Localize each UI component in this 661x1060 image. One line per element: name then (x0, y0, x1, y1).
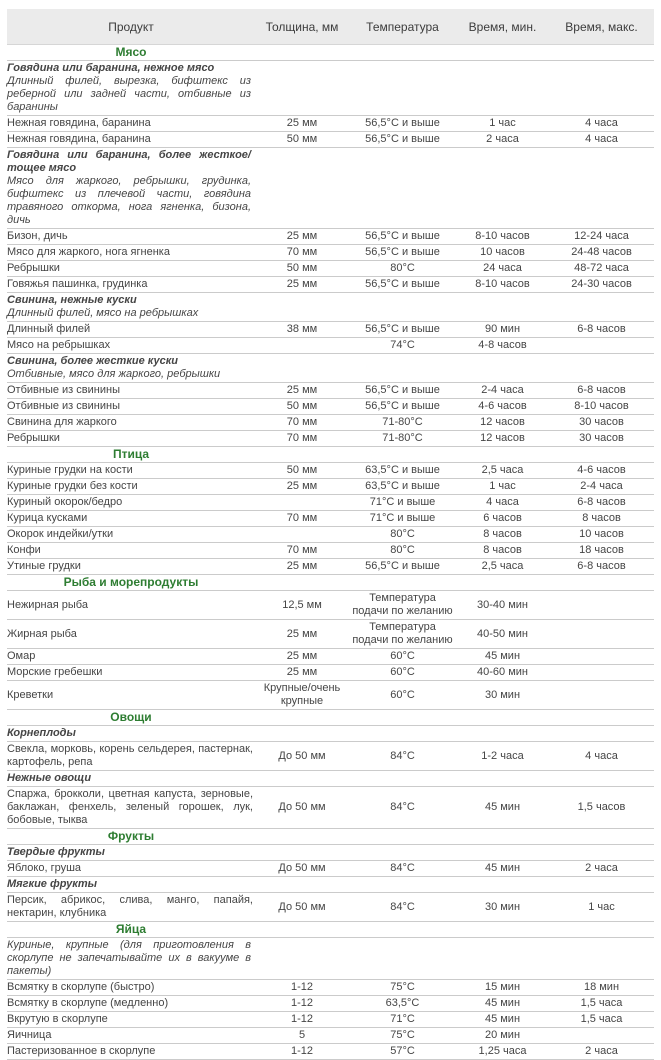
cell-time-max: 1 час (588, 900, 615, 913)
table-row (7, 431, 654, 447)
cell-time-max: 24-30 часов (571, 278, 632, 290)
group-title: Корнеплоды (7, 727, 76, 739)
cell-product: Яичница (7, 1029, 52, 1041)
cell-time-min: 40-60 мин (477, 666, 528, 678)
cell-time-max (549, 604, 654, 606)
cell-thickness: 25 мм (286, 480, 318, 492)
cell-product: Ребрышки (7, 432, 60, 444)
cell-product: Бизон, дичь (7, 230, 68, 242)
cell-time-max: 4-6 часов (577, 464, 626, 476)
section-header: Овощи (110, 710, 152, 724)
cell-time-min: 2,5 часа (481, 464, 524, 476)
cell-temperature: 71°C (390, 1013, 415, 1025)
cell-product: Пастеризованное в скорлупе (7, 1045, 156, 1057)
table-row (7, 620, 654, 649)
cell-time-min: 12 часов (480, 432, 525, 444)
cell-product: Курица кусками (7, 512, 88, 524)
group-title: Говядина или баранина, нежное мясо (7, 62, 215, 74)
table-row (7, 116, 654, 132)
table-row (7, 527, 654, 543)
cell-time-max: 2 часа (585, 862, 618, 874)
table-header-row (7, 9, 654, 45)
section-header: Птица (112, 447, 150, 461)
cell-temperature: 56,5°C и выше (365, 560, 440, 572)
cell-thickness: 12,5 мм (282, 598, 322, 611)
cell-product: Куриные грудки на кости (7, 464, 133, 476)
product-group-block (7, 877, 654, 893)
cell-temperature: 56,5°C и выше (365, 384, 440, 396)
cell-product: Мясо для жаркого, нога ягненка (7, 246, 170, 258)
cell-temperature: 75°C (390, 1029, 415, 1041)
cell-product: Отбивные из свинины (7, 384, 120, 396)
cell-product: Длинный филей (7, 323, 91, 335)
table-row (7, 543, 654, 559)
product-group-block (7, 938, 654, 980)
cell-temperature: 84°C (390, 801, 415, 813)
cell-thickness: До 50 мм (278, 749, 326, 762)
cell-product: Мясо на ребрышках (7, 339, 111, 351)
cell-product: Омар (7, 650, 36, 662)
cell-thickness: До 50 мм (278, 862, 326, 874)
cell-thickness: 25 мм (286, 627, 318, 640)
cell-temperature: 56,5°C и выше (365, 133, 440, 145)
cell-thickness: 1-12 (290, 1045, 314, 1057)
cell-temperature: 71-80°C (382, 432, 423, 444)
cell-time-min: 2,5 часа (481, 560, 524, 572)
cell-thickness: 70 мм (286, 246, 318, 258)
table-row (7, 511, 654, 527)
column-header-temperature: Температура (366, 19, 439, 34)
cell-time-max: 6-8 часов (577, 323, 626, 335)
table-row (7, 261, 654, 277)
product-group-block (7, 293, 654, 322)
cell-time-max: 18 мин (583, 981, 620, 993)
section-header: Фрукты (107, 829, 155, 843)
cell-time-min: 8-10 часов (475, 230, 530, 242)
column-header-time-max: Время, макс. (565, 19, 638, 34)
cell-temperature: 84°C (390, 900, 415, 913)
group-description: Длинный филей, вырезка, бифштекс из реберной или задней части, отбивные из баранины (7, 75, 251, 113)
table-row (7, 338, 654, 354)
cell-time-min: 4-8 часов (478, 339, 527, 351)
cell-product: Яблоко, груша (7, 862, 82, 874)
table-body (7, 45, 654, 1060)
cell-product: Всмятку в скорлупе (медленно) (7, 997, 169, 1009)
cell-temperature: 63,5°C (385, 997, 420, 1009)
cell-time-min: 45 мин (484, 997, 521, 1009)
cell-product: Свинина для жаркого (7, 416, 117, 428)
cell-temperature: 56,5°C и выше (365, 246, 440, 258)
cell-time-min: 30 мин (484, 688, 521, 701)
cell-time-min: 8 часов (483, 544, 522, 556)
table-row (7, 681, 654, 710)
section-header: Яйца (115, 922, 147, 936)
product-group-block (7, 354, 654, 383)
column-header-product: Продукт (108, 19, 154, 34)
cell-time-min: 6 часов (483, 512, 522, 524)
cell-thickness: 70 мм (286, 544, 318, 556)
section-row (7, 447, 654, 463)
table-row (7, 559, 654, 575)
cell-thickness: До 50 мм (278, 900, 326, 913)
cell-temperature: 71°C и выше (369, 512, 436, 524)
cell-time-min: 20 мин (484, 1029, 521, 1041)
table-row (7, 665, 654, 681)
cell-time-max (549, 672, 654, 674)
cell-temperature: 74°C (390, 339, 415, 351)
cell-time-min: 24 часа (483, 262, 522, 274)
group-title: Твердые фрукты (7, 846, 105, 858)
cell-temperature: 71°C и выше (369, 496, 436, 508)
table-row (7, 980, 654, 996)
group-title: Свинина, нежные куски (7, 294, 137, 306)
table-row (7, 1012, 654, 1028)
table-row (7, 132, 654, 148)
cell-thickness: 70 мм (286, 432, 318, 444)
cell-time-min: 2-4 часа (481, 384, 524, 396)
cell-thickness: 25 мм (286, 117, 318, 129)
group-title: Нежные овощи (7, 772, 92, 784)
cell-temperature: 56,5°C и выше (365, 278, 440, 290)
cell-product: Куриный окорок/бедро (7, 496, 123, 508)
cell-thickness: 70 мм (286, 416, 318, 428)
cell-product: Отбивные из свинины (7, 400, 120, 412)
cell-time-min: 4-6 часов (478, 400, 527, 412)
table-row (7, 399, 654, 415)
cell-temperature: 60°C (390, 650, 415, 662)
group-description: Мясо для жаркого, ребрышки, грудинка, бифштекс из плечевой части, говядина травяного откорма, нога ягненка, бизона, дичь (7, 175, 251, 226)
cell-time-min: 45 мин (484, 862, 521, 874)
column-header-time-min: Время, мин. (468, 19, 537, 34)
cell-temperature: 60°C (390, 688, 415, 701)
section-header: Мясо (115, 45, 147, 59)
cell-time-min: 30-40 мин (477, 598, 528, 611)
cell-thickness: 25 мм (286, 650, 318, 662)
cell-temperature: 80°C (390, 544, 415, 556)
cell-time-min: 1 час (489, 480, 516, 492)
cell-time-max: 8 часов (582, 512, 621, 524)
product-group-block (7, 845, 654, 861)
cell-time-max: 48-72 часа (574, 262, 629, 274)
cell-time-max: 18 часов (579, 544, 624, 556)
cell-time-min: 15 мин (484, 981, 521, 993)
group-description: Длинный филей, мясо на ребрышках (7, 307, 199, 319)
cell-time-min: 90 мин (484, 323, 521, 335)
table-row (7, 463, 654, 479)
cell-time-max: 4 часа (585, 117, 618, 129)
cell-product: Свекла, морковь, корень сельдерея, пастернак, картофель, репа (7, 743, 253, 768)
cell-product: Всмятку в скорлупе (быстро) (7, 981, 155, 993)
cell-time-min: 30 мин (484, 900, 521, 913)
cell-product: Спаржа, брокколи, цветная капуста, зерновые, баклажан, фенхель, зеленый горошек, лук, бобовые, тыква (7, 788, 253, 826)
cell-temperature: 63,5°C и выше (365, 464, 440, 476)
cell-thickness (255, 345, 349, 347)
table-row (7, 1028, 654, 1044)
cell-time-max: 1,5 часа (580, 997, 623, 1009)
cell-thickness: 70 мм (286, 512, 318, 524)
cell-temperature: Температура подачи по желанию (352, 592, 453, 617)
cell-product: Морские гребешки (7, 666, 103, 678)
cell-time-max: 24-48 часов (571, 246, 632, 258)
cell-time-max: 8-10 часов (574, 400, 629, 412)
cell-time-min: 4 часа (486, 496, 519, 508)
cell-time-min: 10 часов (480, 246, 525, 258)
cell-time-max (549, 694, 654, 696)
cell-time-max: 30 часов (579, 416, 624, 428)
cell-product: Креветки (7, 688, 54, 701)
cell-thickness (255, 502, 349, 504)
cell-product: Нежная говядина, баранина (7, 133, 151, 145)
cell-thickness: 50 мм (286, 400, 318, 412)
cell-thickness: Крупные/очень крупные (263, 682, 341, 707)
cell-thickness: 25 мм (286, 278, 318, 290)
table-row (7, 742, 654, 771)
cell-product: Нежирная рыба (7, 598, 88, 611)
cell-temperature: 80°C (390, 262, 415, 274)
cell-temperature: 56,5°C и выше (365, 400, 440, 412)
cell-time-min: 12 часов (480, 416, 525, 428)
cell-time-min: 1,25 часа (478, 1045, 527, 1057)
cell-thickness: До 50 мм (278, 801, 326, 813)
table-row (7, 1044, 654, 1060)
cell-product: Конфи (7, 544, 41, 556)
cell-thickness: 50 мм (286, 464, 318, 476)
table-row (7, 649, 654, 665)
cell-temperature: 63,5°C и выше (365, 480, 440, 492)
table-row (7, 787, 654, 829)
cell-thickness (255, 534, 349, 536)
cell-temperature: 71-80°C (382, 416, 423, 428)
cell-temperature: 56,5°C и выше (365, 117, 440, 129)
cell-time-max: 6-8 часов (577, 496, 626, 508)
table-row (7, 591, 654, 620)
column-header-thickness: Толщина, мм (265, 19, 339, 34)
cell-product: Жирная рыба (7, 627, 77, 640)
cell-thickness: 25 мм (286, 230, 318, 242)
cell-time-min: 8-10 часов (475, 278, 530, 290)
cell-thickness: 25 мм (286, 384, 318, 396)
group-title: Мягкие фрукты (7, 878, 98, 890)
cell-time-min: 1-2 часа (481, 749, 524, 762)
group-description: Куриные, крупные (для приготовления в скорлупе не запечатывайте их в вакууме в пакеты) (7, 939, 251, 977)
product-group-block (7, 148, 654, 229)
cell-time-max (549, 1035, 654, 1037)
cell-time-max (549, 345, 654, 347)
cell-thickness: 1-12 (290, 1013, 314, 1025)
cell-time-min: 45 мин (484, 801, 521, 813)
table-row (7, 893, 654, 922)
cell-temperature: 56,5°C и выше (365, 230, 440, 242)
product-group-block (7, 771, 654, 787)
cell-product: Нежная говядина, баранина (7, 117, 151, 129)
cell-time-min: 45 мин (484, 1013, 521, 1025)
product-group-block (7, 726, 654, 742)
cell-time-min: 45 мин (484, 650, 521, 662)
group-description: Отбивные, мясо для жаркого, ребрышки (7, 368, 221, 380)
section-header: Рыба и морепродукты (63, 575, 199, 589)
cell-thickness: 38 мм (286, 323, 318, 335)
cell-product: Ребрышки (7, 262, 60, 274)
cell-temperature: 84°C (390, 749, 415, 762)
cell-time-max: 4 часа (585, 749, 618, 762)
cell-time-max: 6-8 часов (577, 560, 626, 572)
section-row (7, 45, 654, 61)
cell-thickness: 1-12 (290, 997, 314, 1009)
cell-temperature: 56,5°C и выше (365, 323, 440, 335)
group-title: Свинина, более жесткие куски (7, 355, 179, 367)
table-row (7, 479, 654, 495)
cell-time-min: 2 часа (486, 133, 519, 145)
cell-time-max: 1,5 часа (580, 1013, 623, 1025)
cell-temperature: 60°C (390, 666, 415, 678)
cell-temperature: 75°C (390, 981, 415, 993)
cell-time-max: 10 часов (579, 528, 624, 540)
section-row (7, 829, 654, 845)
cell-time-max: 1,5 часов (577, 801, 626, 813)
cell-product: Персик, абрикос, слива, манго, папайя, нектарин, клубника (7, 894, 253, 919)
cell-time-min: 8 часов (483, 528, 522, 540)
group-title: Говядина или баранина, более жесткое/ тощее мясо (7, 149, 251, 174)
table-row (7, 277, 654, 293)
cell-thickness: 50 мм (286, 133, 318, 145)
cell-time-min: 1 час (489, 117, 516, 129)
cell-thickness: 5 (298, 1029, 306, 1041)
cell-time-max: 4 часа (585, 133, 618, 145)
cell-product: Окорок индейки/утки (7, 528, 114, 540)
table-row (7, 229, 654, 245)
table-row (7, 861, 654, 877)
cell-product: Говяжья пашинка, грудинка (7, 278, 148, 290)
table-row (7, 415, 654, 431)
section-row (7, 575, 654, 591)
table-row (7, 322, 654, 338)
cell-time-max: 12-24 часа (574, 230, 629, 242)
cell-thickness: 50 мм (286, 262, 318, 274)
cell-time-max: 2-4 часа (580, 480, 623, 492)
cell-temperature: 84°C (390, 862, 415, 874)
cell-thickness: 25 мм (286, 560, 318, 572)
cell-temperature: 57°C (390, 1045, 415, 1057)
cell-time-min: 40-50 мин (477, 627, 528, 640)
cell-time-max: 2 часа (585, 1045, 618, 1057)
table-row (7, 383, 654, 399)
table-row (7, 495, 654, 511)
cell-thickness: 25 мм (286, 666, 318, 678)
cell-temperature: Температура подачи по желанию (352, 621, 453, 646)
product-group-block (7, 61, 654, 116)
cell-product: Утиные грудки (7, 560, 81, 572)
cell-time-max: 30 часов (579, 432, 624, 444)
cell-thickness: 1-12 (290, 981, 314, 993)
table-row (7, 245, 654, 261)
cell-time-max (549, 656, 654, 658)
section-row (7, 922, 654, 938)
cell-product: Куриные грудки без кости (7, 480, 138, 492)
cell-temperature: 80°C (390, 528, 415, 540)
cooking-times-table (7, 9, 654, 1060)
table-row (7, 996, 654, 1012)
cell-time-max (549, 633, 654, 635)
cell-product: Вкрутую в скорлупе (7, 1013, 108, 1025)
cell-time-max: 6-8 часов (577, 384, 626, 396)
section-row (7, 710, 654, 726)
